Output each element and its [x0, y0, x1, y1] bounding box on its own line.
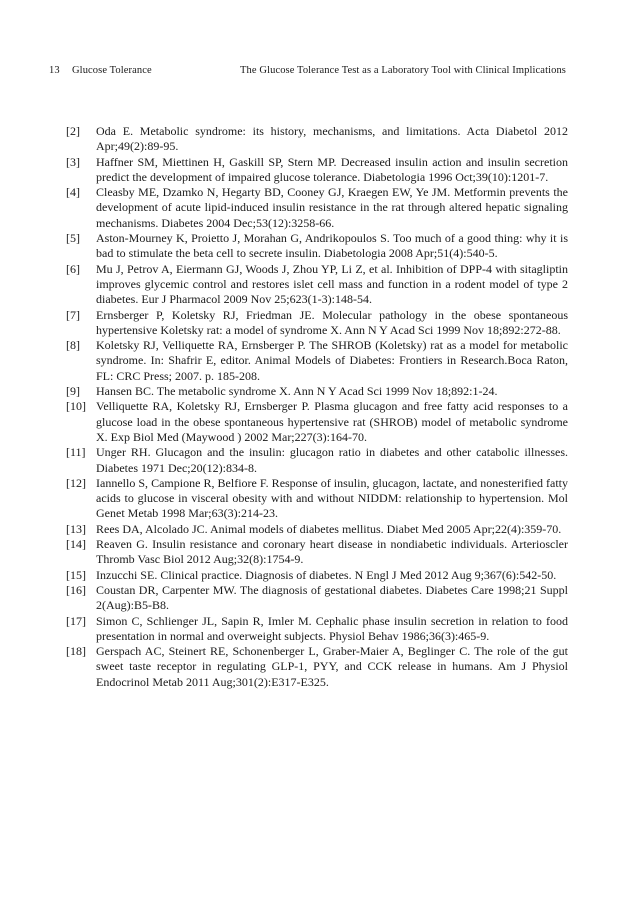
reference-text: Cleasby ME, Dzamko N, Hegarty BD, Cooney GJ, Kraegen EW, Ye JM. Metformin prevents the development of acute lipid-induced insulin resistance in the rat through altered hepatic signaling mechanisms. Diabetes 2004 Dec;53(12):3258-66.: [96, 185, 568, 230]
reference-number: [2]: [66, 124, 80, 138]
reference-item: [66, 185, 568, 231]
reference-text: Rees DA, Alcolado JC. Animal models of diabetes mellitus. Diabet Med 2005 Apr;22(4):359-70.: [96, 521, 562, 536]
page-number: 13: [49, 65, 60, 76]
reference-item: [66, 384, 568, 399]
reference-item: [66, 614, 568, 645]
short-title: Glucose Tolerance: [72, 65, 152, 76]
reference-text: Unger RH. Glucagon and the insulin: glucagon ratio in diabetes and other catabolic illnesses. Diabetes 1971 Dec;20(12):834-8.: [96, 445, 568, 475]
reference-text: Hansen BC. The metabolic syndrome X. Ann N Y Acad Sci 1999 Nov 18;892:1-24.: [96, 384, 498, 399]
reference-number: [13]: [66, 521, 86, 536]
page-header: [49, 64, 566, 78]
reference-item: [66, 231, 568, 262]
reference-item: [66, 308, 568, 339]
reference-number: [6]: [66, 261, 80, 276]
reference-item: [66, 338, 568, 384]
reference-text: Koletsky RJ, Velliquette RA, Ernsberger P. The SHROB (Koletsky) rat as a model for metabolic syndrome. In: Shafrir E, editor. Animal Models of Diabetes: Frontiers in Research.Boca Raton, FL: CRC Press; 2007. p. 185-208.: [96, 338, 568, 383]
reference-number: [10]: [66, 399, 86, 414]
reference-number: [5]: [66, 231, 80, 246]
reference-number: [4]: [66, 185, 80, 200]
reference-number: [11]: [66, 445, 86, 460]
reference-item: [66, 568, 568, 583]
reference-number: [12]: [66, 475, 86, 490]
reference-number: [15]: [66, 567, 86, 582]
reference-item: [66, 537, 568, 568]
reference-number: [9]: [66, 384, 80, 399]
reference-item: [66, 262, 568, 308]
reference-item: [66, 522, 568, 537]
reference-text: Oda E. Metabolic syndrome: its history, mechanisms, and limitations. Acta Diabetol 2012 Apr;49(2):89-95.: [96, 124, 568, 154]
reference-item: [66, 399, 568, 445]
reference-number: [16]: [66, 582, 86, 597]
running-title: The Glucose Tolerance Test as a Laboratory Tool with Clinical Implications: [240, 65, 566, 76]
reference-text: Coustan DR, Carpenter MW. The diagnosis of gestational diabetes. Diabetes Care 1998;21 Suppl 2(Aug):B5-B8.: [96, 582, 568, 613]
reference-item: [66, 583, 568, 614]
reference-number: [3]: [66, 154, 80, 169]
reference-number: [7]: [66, 307, 80, 322]
reference-item: [66, 124, 568, 155]
reference-text: Aston-Mourney K, Proietto J, Morahan G, Andrikopoulos S. Too much of a good thing: why it is bad to stimulate the beta cell to secrete insulin. Diabetologia 2008 Apr;51(4):540-5.: [96, 231, 568, 261]
reference-item: [66, 445, 568, 476]
reference-list: [66, 124, 568, 690]
reference-text: Mu J, Petrov A, Eiermann GJ, Woods J, Zhou YP, Li Z, et al. Inhibition of DPP-4 with sitagliptin improves glycemic control and restores islet cell mass and function in a rodent model of type 2 diabetes. Eur J Pharmacol 2009 Nov 25;623(1-3):148-54.: [96, 261, 568, 307]
reference-text: Reaven G. Insulin resistance and coronary heart disease in nondiabetic individuals. Arterioscler Thromb Vasc Biol 2012 Aug;32(8):1754-9.: [96, 537, 568, 567]
reference-item: [66, 155, 568, 186]
reference-text: Velliquette RA, Koletsky RJ, Ernsberger P. Plasma glucagon and free fatty acid responses to a glucose load in the obese spontaneous hypertensive rat (SHROB) model of metabolic syndrome X. Exp Biol Med (Maywood ) 2002 Mar;227(3):164-70.: [96, 399, 568, 444]
reference-item: [66, 476, 568, 522]
reference-text: Haffner SM, Miettinen H, Gaskill SP, Stern MP. Decreased insulin action and insulin secretion predict the development of impaired glucose tolerance. Diabetologia 1996 Oct;39(10):1201-7.: [96, 154, 568, 184]
reference-number: [17]: [66, 613, 86, 628]
reference-number: [8]: [66, 338, 80, 353]
reference-text: Simon C, Schlienger JL, Sapin R, Imler M. Cephalic phase insulin secretion in relation to food presentation in normal and overweight subjects. Physiol Behav 1986;36(3):465-9.: [96, 613, 568, 643]
reference-text: Inzucchi SE. Clinical practice. Diagnosis of diabetes. N Engl J Med 2012 Aug 9;367(6):542-50.: [96, 567, 557, 582]
reference-text: Ernsberger P, Koletsky RJ, Friedman JE. Molecular pathology in the obese spontaneous hypertensive Koletsky rat: a model of syndrome X. Ann N Y Acad Sci 1999 Nov 18;892:272-88.: [96, 307, 568, 337]
reference-text: Iannello S, Campione R, Belfiore F. Response of insulin, glucagon, lactate, and nonesterified fatty acids to glucose in visceral obesity with and without NIDDM: relationship to hypertension. Mol Genet Metab 1998 Mar;63(3):214-23.: [96, 475, 568, 521]
reference-text: Gerspach AC, Steinert RE, Schonenberger L, Graber-Maier A, Beglinger C. The role of the gut sweet taste receptor in regulating GLP-1, PYY, and CCK release in humans. Am J Physiol Endocrinol Metab 2011 Aug;301(2):E317-E325.: [96, 644, 568, 689]
reference-number: [14]: [66, 537, 86, 552]
reference-number: [18]: [66, 644, 86, 659]
reference-item: [66, 644, 568, 690]
